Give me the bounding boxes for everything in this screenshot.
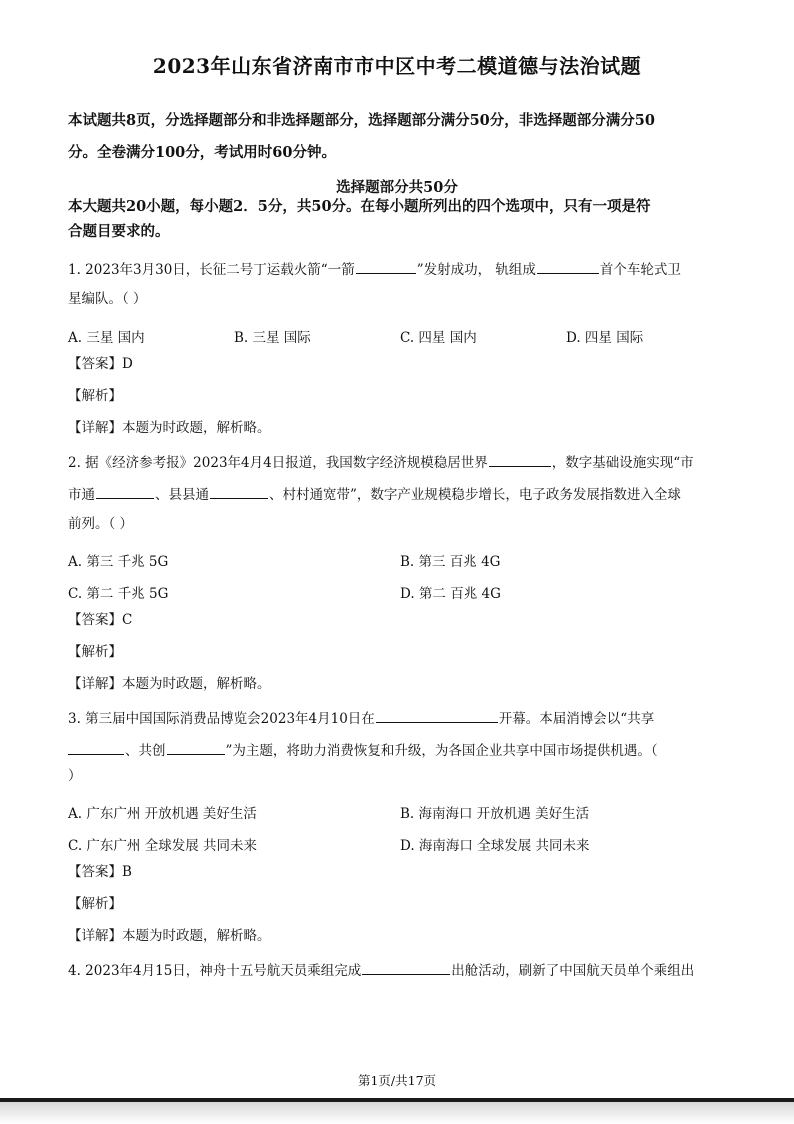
q1-text-a: 1. 2023年3月30日，长征二号丁运载火箭“一箭 <box>68 262 355 278</box>
q1-analysis-label: 【解析】 <box>68 388 122 404</box>
answer-blank <box>96 486 154 499</box>
intro-line-2: 分。全卷满分100分，考试用时60分钟。 <box>68 144 336 161</box>
q2-option-c: C. 第二 千兆 5G <box>68 586 169 602</box>
answer-blank <box>210 486 268 499</box>
page-title: 2023年山东省济南市市中区中考二模道德与法治试题 <box>152 54 642 78</box>
question-3-line-3: ） <box>68 768 82 784</box>
question-4-line-1 <box>68 962 738 979</box>
q1-answer: 【答案】D <box>68 356 133 372</box>
question-2-line-1 <box>68 454 738 471</box>
q3-analysis-label: 【解析】 <box>68 896 122 912</box>
q2-text-c2: 、村村通宽带”，数字产业规模稳步增长，电子政务发展指数进入全球 <box>269 487 681 503</box>
q3-text-a2: 、共创 <box>125 743 166 759</box>
question-3-line-1 <box>68 710 738 727</box>
q2-text-a2: 市通 <box>68 487 95 503</box>
q1-option-b: B. 三星 国际 <box>234 330 311 346</box>
answer-blank <box>356 261 416 274</box>
question-1-line-1 <box>68 261 738 278</box>
question-1-line-2: 星编队。（ ） <box>68 291 147 307</box>
q2-text-b: ，数字基础设施实现“市 <box>551 455 694 471</box>
q2-option-d: D. 第二 百兆 4G <box>400 586 501 602</box>
q2-answer: 【答案】C <box>68 612 133 628</box>
scan-edge-shadow <box>0 1102 794 1124</box>
q3-answer: 【答案】B <box>68 864 132 880</box>
q2-text-a: 2. 据《经济参考报》2023年4月4日报道，我国数字经济规模稳居世界 <box>68 455 488 471</box>
question-2-line-2 <box>68 486 738 503</box>
q3-text-b: 开幕。本届消博会以“共享 <box>498 711 655 727</box>
section-intro-line-2: 合题目要求的。 <box>68 223 170 240</box>
q3-option-b: B. 海南海口 开放机遇 美好生活 <box>400 806 590 822</box>
q1-option-a: A. 三星 国内 <box>68 330 145 346</box>
q3-text-b2: ”为主题，将助力消费恢复和升级，为各国企业共享中国市场提供机遇。（ <box>225 743 658 759</box>
answer-blank <box>68 742 124 755</box>
q2-text-b2: 、县县通 <box>155 487 209 503</box>
question-2-line-3: 前列。（ ） <box>68 516 134 532</box>
question-3-line-2 <box>68 742 738 759</box>
q1-option-d: D. 四星 国际 <box>566 330 644 346</box>
answer-blank <box>376 710 498 723</box>
answer-blank <box>362 962 450 975</box>
q1-option-c: C. 四星 国内 <box>400 330 477 346</box>
answer-blank <box>167 742 225 755</box>
q1-detail: 【详解】本题为时政题，解析略。 <box>68 420 271 436</box>
answer-blank <box>537 261 599 274</box>
q2-option-b: B. 第三 百兆 4G <box>400 554 501 570</box>
q2-detail: 【详解】本题为时政题，解析略。 <box>68 676 271 692</box>
q3-option-a: A. 广东广州 开放机遇 美好生活 <box>68 806 257 822</box>
q1-text-c: 首个车轮式卫 <box>599 262 681 278</box>
q1-text-b: ”发射成功， 轨组成 <box>416 262 536 278</box>
section-intro-line-1: 本大题共20小题，每小题2．5分，共50分。在每小题所列出的四个选项中，只有一项是符 <box>68 198 651 215</box>
q2-option-a: A. 第三 千兆 5G <box>68 554 169 570</box>
q3-detail: 【详解】本题为时政题，解析略。 <box>68 928 271 944</box>
page-footer: 第1页/共17页 <box>357 1073 437 1088</box>
q2-analysis-label: 【解析】 <box>68 644 122 660</box>
intro-line-1: 本试题共8页，分选择题部分和非选择题部分，选择题部分满分50分，非选择题部分满分50 <box>68 112 655 129</box>
section-heading: 选择题部分共50分 <box>336 179 458 196</box>
answer-blank <box>489 454 551 467</box>
q4-text-b: 出舱活动，刷新了中国航天员单个乘组出 <box>451 963 695 979</box>
q4-text-a: 4. 2023年4月15日，神舟十五号航天员乘组完成 <box>68 963 362 979</box>
q3-option-d: D. 海南海口 全球发展 共同未来 <box>400 838 590 854</box>
q3-text-a: 3. 第三届中国国际消费品博览会2023年4月10日在 <box>68 711 375 727</box>
q3-option-c: C. 广东广州 全球发展 共同未来 <box>68 838 258 854</box>
